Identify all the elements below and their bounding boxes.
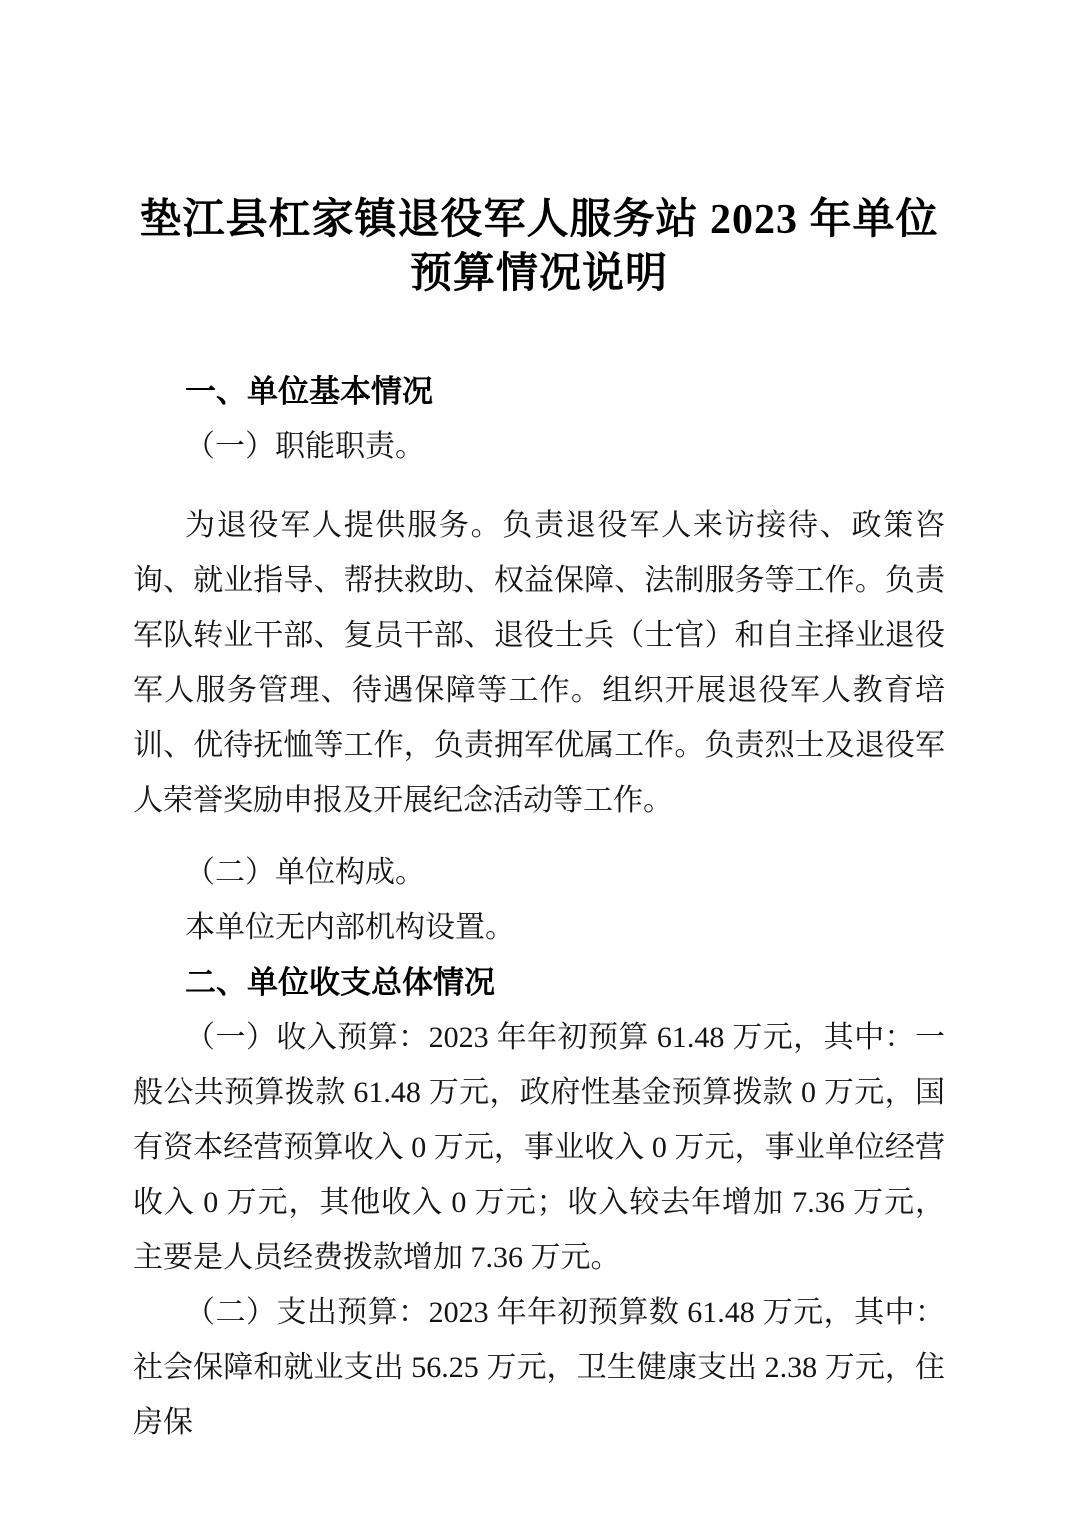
section-heading: 二、单位收支总体情况 (185, 965, 495, 1000)
document-title (133, 193, 945, 301)
document-blocks (133, 364, 945, 1450)
section-heading: 一、单位基本情况 (185, 374, 433, 409)
sub-heading: （二）单位构成。 (185, 856, 425, 889)
sub-heading: （一）职能职责。 (185, 430, 425, 463)
document-page (133, 0, 945, 1450)
paragraph: 本单位无内部机构设置。 (185, 911, 515, 944)
paragraph: 为退役军人提供服务。负责退役军人来访接待、政策咨询、就业指导、帮扶救助、权益保障、法制服务等工作。负责军队转业干部、复员干部、退役士兵（士官）和自主择业退役军人服务管理、待遇保障等工作。组织开展退役军人教育培训、优待抚恤等工作，负责拥军优属工作。负责烈士及退役军人荣誉奖励申报及开展纪念活动等工作。 (133, 509, 945, 817)
document-title-line-1: 垫江县杠家镇退役军人服务站 2023 年单位 (139, 197, 939, 243)
document-title-line-2: 预算情况说明 (409, 251, 668, 297)
paragraph: （二）支出预算：2023 年年初预算数 61.48 万元，其中：社会保障和就业支出 56.25 万元，卫生健康支出 2.38 万元，住房保 (133, 1296, 945, 1439)
paragraph: （一）收入预算：2023 年年初预算 61.48 万元，其中：一般公共预算拨款 61.48 万元，政府性基金预算拨款 0 万元，国有资本经营预算收入 0 万元，事业收入 0 万元，事业单位经营收入 0 万元，其他收入 0 万元；收入较去年增加 7.36 万元，主要是人员经费拨款增加 7.36 万元。 (133, 1021, 945, 1274)
